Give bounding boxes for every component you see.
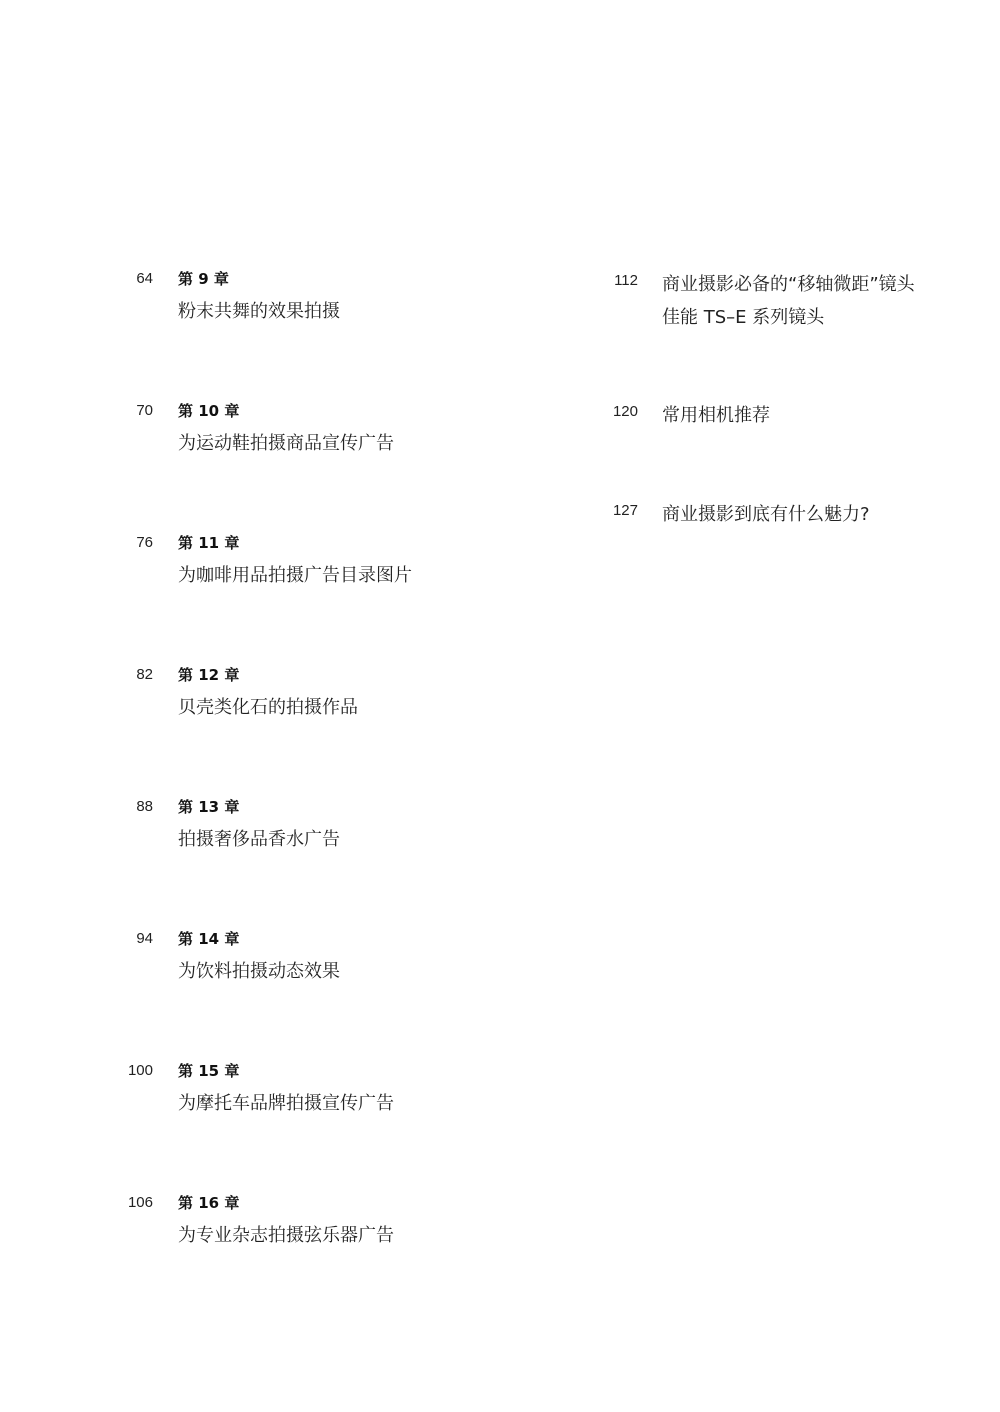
toc-entry-chapter-16[interactable]: [0, 1190, 560, 1322]
chapter-title: 拍摄奢侈品香水广告: [178, 829, 340, 850]
chapter-label: 第 16 章: [178, 1194, 240, 1212]
chapter-title: 粉末共舞的效果拍摄: [178, 301, 340, 322]
toc-entry-chapter-13[interactable]: [0, 794, 560, 926]
chapter-label: 第 9 章: [178, 270, 229, 288]
appendix-title-line: 商业摄影到底有什么魅力?: [662, 504, 870, 525]
page-number: 120: [612, 403, 638, 420]
page-number: 106: [127, 1194, 153, 1211]
page-number: 64: [136, 270, 153, 287]
chapter-label: 第 11 章: [178, 534, 240, 552]
toc-entry-chapter-14[interactable]: [0, 926, 560, 1058]
page-number: 112: [614, 272, 638, 289]
toc-entry-chapter-11[interactable]: [0, 530, 560, 662]
chapter-label: 第 15 章: [178, 1062, 240, 1080]
toc-entry-tilt-shift-lens[interactable]: [600, 268, 1000, 399]
chapter-title: 为专业杂志拍摄弦乐器广告: [178, 1225, 394, 1246]
appendix-title-line: 商业摄影必备的“移轴微距”镜头: [662, 274, 915, 295]
appendix-title: [662, 268, 915, 334]
page-number: 76: [136, 534, 153, 551]
appendix-list: [600, 268, 1000, 538]
page-number: 88: [136, 798, 153, 815]
toc-entry-camera-recommendations[interactable]: [600, 399, 1000, 498]
page-number: 82: [136, 666, 153, 683]
page-number: 100: [127, 1062, 153, 1079]
chapter-label: 第 13 章: [178, 798, 240, 816]
chapter-title: 为饮料拍摄动态效果: [178, 961, 340, 982]
toc-entry-commercial-photography-charm[interactable]: [600, 498, 1000, 538]
toc-entry-chapter-10[interactable]: [0, 398, 560, 530]
appendix-title-line: 佳能 TS–E 系列镜头: [662, 307, 825, 328]
appendix-title-line: 常用相机推荐: [662, 405, 770, 426]
chapter-label: 第 14 章: [178, 930, 240, 948]
toc-entry-chapter-12[interactable]: [0, 662, 560, 794]
page-number: 127: [612, 502, 638, 519]
appendix-title: [662, 399, 770, 432]
page-number: 70: [136, 402, 153, 419]
toc-entry-chapter-9[interactable]: [0, 266, 560, 398]
chapter-title: 为运动鞋拍摄商品宣传广告: [178, 433, 394, 454]
chapter-title: 为摩托车品牌拍摄宣传广告: [178, 1093, 394, 1114]
chapter-label: 第 12 章: [178, 666, 240, 684]
chapter-list: [0, 266, 560, 1322]
chapter-title: 贝壳类化石的拍摄作品: [178, 697, 358, 718]
toc-entry-chapter-15[interactable]: [0, 1058, 560, 1190]
appendix-title: [662, 498, 870, 531]
page-number: 94: [136, 930, 153, 947]
chapter-label: 第 10 章: [178, 402, 240, 420]
chapter-title: 为咖啡用品拍摄广告目录图片: [178, 565, 412, 586]
